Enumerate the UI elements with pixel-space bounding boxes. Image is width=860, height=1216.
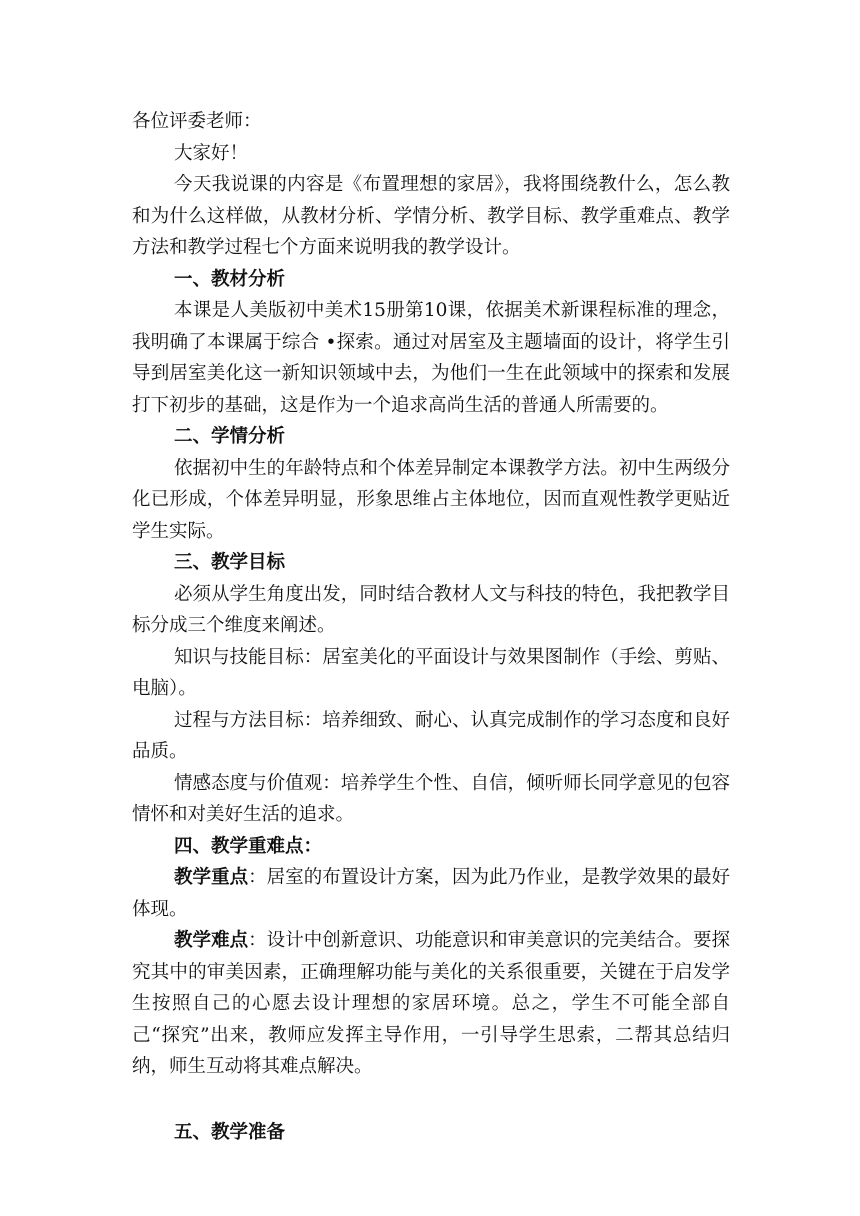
greeting: 大家好！ <box>174 142 249 164</box>
difficulty-label: 教学难点 <box>174 930 249 951</box>
section-spacer <box>132 1083 730 1117</box>
key-point-text: ：居室的布置设计方案，因为此乃作业，是教学效果的最好体现。 <box>132 867 730 920</box>
document-page <box>132 106 730 1148</box>
teaching-goals-paragraph: 必须从学生角度出发，同时结合教材人文与科技的特色，我把教学目标分成三个维度来阐述。 <box>132 583 730 636</box>
student-analysis-paragraph: 依据初中生的年龄特点和个体差异制定本课教学方法。初中生两级分化已形成，个体差异明显，形象思维占主体地位，因而直观性教学更贴近学生实际。 <box>132 457 730 542</box>
salutation: 各位评委老师： <box>132 111 262 132</box>
difficulty-paragraph <box>132 925 730 1083</box>
knowledge-skill-goal: 知识与技能目标：居室美化的平面设计与效果图制作（手绘、剪贴、电脑）。 <box>132 646 730 699</box>
key-point-label: 教学重点 <box>174 867 249 888</box>
textbook-analysis-paragraph: 本课是人美版初中美术15册第10课，依据美术新课程标准的理念，我明确了本课属于综合 •探索。通过对居室及主题墙面的设计，将学生引导到居室美化这一新知识领域中去，为他们一生在此领域中的探索和发展打下初步的基础，这是作为一个追求高尚生活的普通人所需要的。 <box>132 300 730 416</box>
intro-paragraph: 今天我说课的内容是《布置理想的家居》，我将围绕教什么，怎么教和为什么这样做，从教材分析、学情分析、教学目标、教学重难点、教学方法和教学过程七个方面来说明我的教学设计。 <box>132 174 730 258</box>
emotion-value-goal: 情感态度与价值观：培养学生个性、自信，倾听师长同学意见的包容情怀和对美好生活的追求。 <box>132 772 730 825</box>
section-heading-student-analysis: 二、学情分析 <box>174 426 286 447</box>
difficulty-text: ：设计中创新意识、功能意识和审美意识的完美结合。要探究其中的审美因素，正确理解功能与美化的关系很重要，关键在于启发学生按照自己的心愿去设计理想的家居环境。总之，学生不可能全部自己“探究”出来，教师应发挥主导作用，一引导学生思索，二帮其总结归纳，师生互动将其难点解决。 <box>132 930 730 1077</box>
section-heading-teaching-goals: 三、教学目标 <box>174 552 286 573</box>
process-method-goal: 过程与方法目标：培养细致、耐心、认真完成制作的学习态度和良好品质。 <box>132 709 730 762</box>
section-heading-teaching-preparation: 五、教学准备 <box>174 1121 286 1143</box>
key-point-paragraph <box>132 862 730 925</box>
section-heading-key-difficulties: 四、教学重难点： <box>174 835 323 857</box>
section-heading-textbook-analysis: 一、教材分析 <box>174 268 286 290</box>
